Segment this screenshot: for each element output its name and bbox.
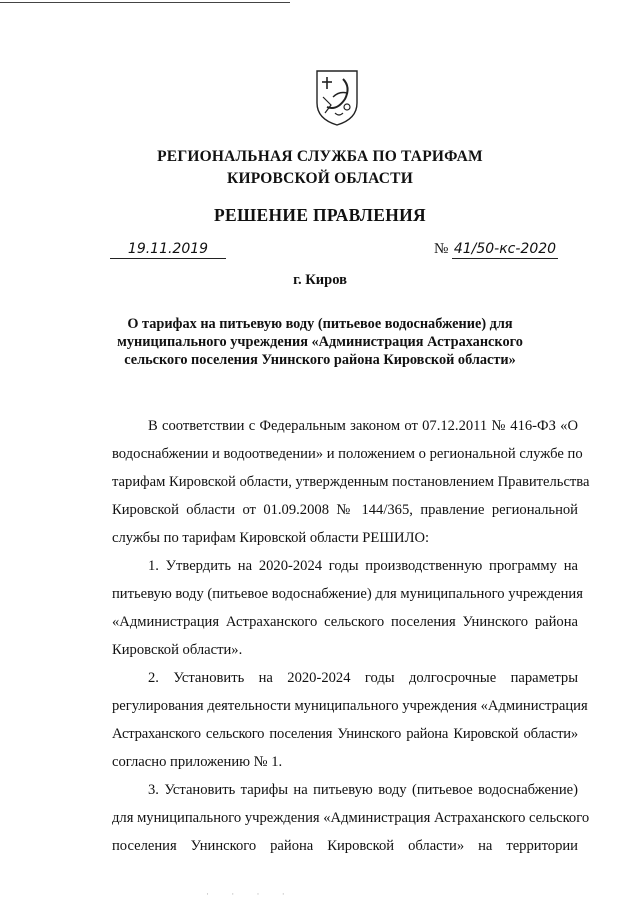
- org-name-line-2: КИРОВСКОЙ ОБЛАСТИ: [227, 170, 413, 187]
- body-line: «Администрация Астраханского сельского поселения Унинского района: [112, 614, 578, 630]
- decision-title: РЕШЕНИЕ ПРАВЛЕНИЯ: [214, 205, 426, 225]
- decision-number: [434, 241, 558, 259]
- number-value: 41/50-кс-2020: [453, 241, 557, 257]
- org-name-line-1: РЕГИОНАЛЬНАЯ СЛУЖБА ПО ТАРИФАМ: [157, 148, 483, 165]
- decision-date: 19.11.2019: [110, 241, 226, 259]
- body-line: поселения Унинского района Кировской области» на территории: [112, 838, 578, 854]
- body-line: для муниципального учреждения «Администрация Астраханского сельского: [112, 810, 590, 826]
- body-line: службы по тарифам Кировской области РЕШИЛО:: [112, 530, 430, 546]
- subject-line-3: сельского поселения Унинского района Кировской области»: [124, 352, 516, 368]
- city: г. Киров: [293, 272, 347, 288]
- body-line: Кировской области».: [112, 642, 243, 658]
- body-line: В соответствии с Федеральным законом от 07.12.2011 № 416-ФЗ «О: [148, 418, 578, 434]
- scan-dots-decoration: · · · ·: [206, 889, 295, 899]
- body-line: Кировской области от 01.09.2008 № 144/365, правление региональной: [112, 502, 578, 518]
- body-line: согласно приложению № 1.: [112, 754, 283, 770]
- body-line: регулирования деятельности муниципального учреждения «Администрация: [112, 698, 588, 714]
- body-line: питьевую воду (питьевое водоснабжение) для муниципального учреждения: [112, 586, 583, 602]
- coat-of-arms-emblem: [313, 67, 361, 127]
- subject-line-1: О тарифах на питьевую воду (питьевое водоснабжение) для: [127, 316, 513, 332]
- number-label: №: [434, 241, 449, 257]
- body-line: 3. Установить тарифы на питьевую воду (питьевое водоснабжение): [148, 782, 578, 798]
- body-line: водоснабжении и водоотведении» и положением о региональной службе по: [112, 446, 583, 462]
- body-line: тарифам Кировской области, утвержденным постановлением Правительства: [112, 474, 590, 490]
- subject-line-2: муниципального учреждения «Администрация Астраханского: [117, 334, 523, 350]
- top-rule: [0, 2, 290, 3]
- body-line: 1. Утвердить на 2020-2024 годы производственную программу на: [148, 558, 578, 574]
- body-line: Астраханского сельского поселения Унинского района Кировской области»: [112, 726, 578, 742]
- body-line: 2. Установить на 2020-2024 годы долгосрочные параметры: [148, 670, 578, 686]
